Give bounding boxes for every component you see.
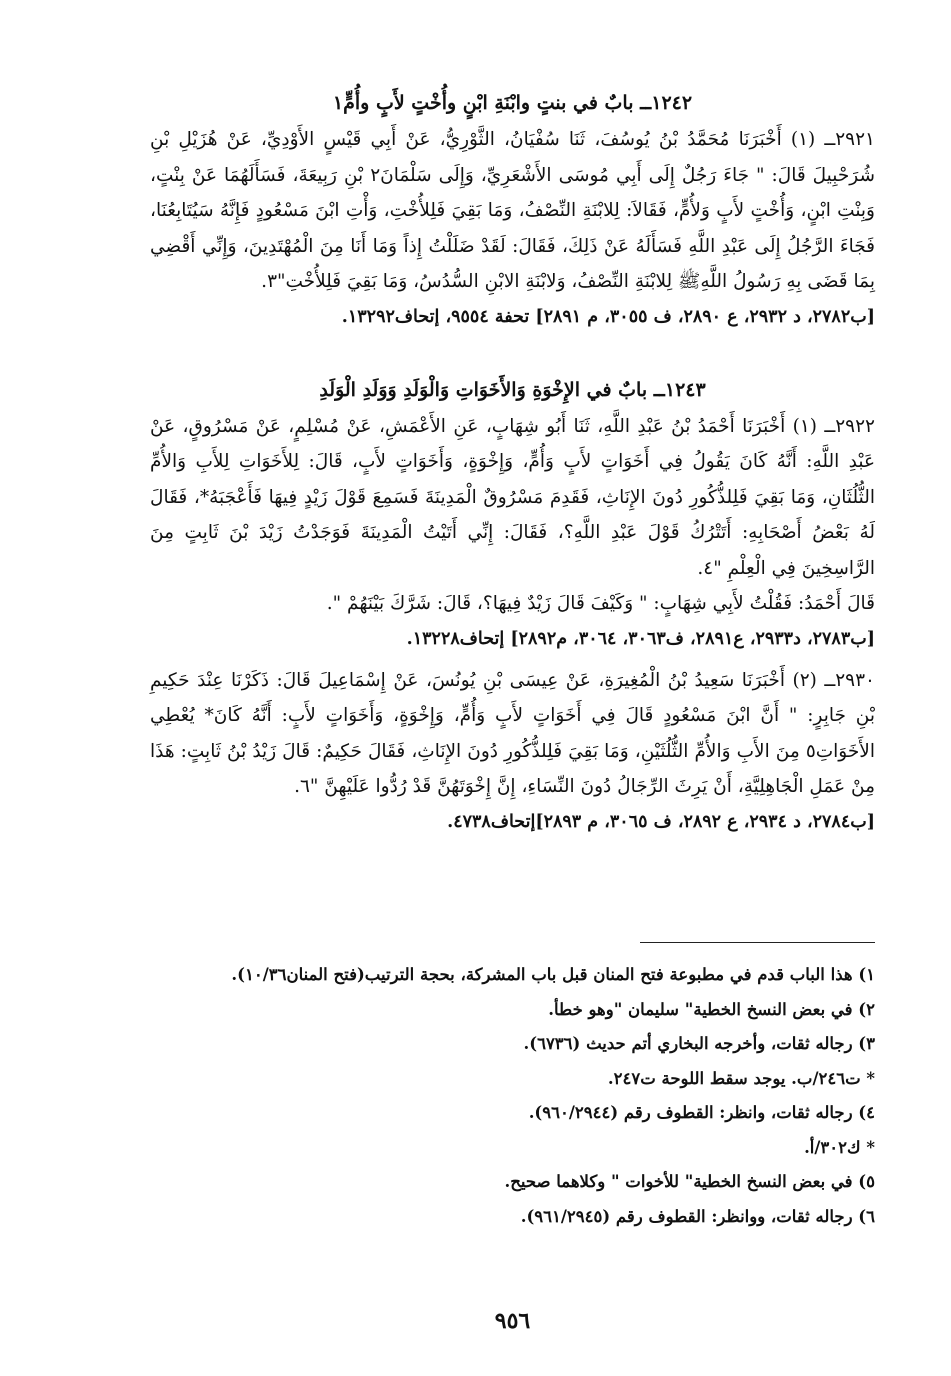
page-number: ٩٥٦: [494, 1308, 531, 1334]
document-page: [150, 80, 875, 1360]
footnote-divider: [640, 942, 875, 943]
hadith-2930-text: ٢٩٣٠ــ (٢) أَخْبَرَنَا سَعِيدُ بْنُ الْمُغِيرَةِ، عَنْ عِيسَى بْنِ يُونُسَ، عَنْ إِسْمَاعِيلَ قَالَ: ذَكَرْنَا عِنْدَ حَكِيمِ بْنِ جَابِرٍ: " أَنَّ ابْنَ مَسْعُودٍ قَالَ فِي أَخَوَاتٍ لأَبٍ وَأُمٍّ، وَإِخْوَةٍ، وَأَخَوَاتٍ لأَبٍ: أَنَّهُ كَانَ* يُعْطِي الأَخَوَاتِ٥ مِنَ الأَبِ وَالأُمِّ الثُّلُثَيْنِ، وَمَا بَقِيَ فَلِلذُّكُورِ دُونَ الإِنَاثِ، فَقَالَ حَكِيمٌ: قَالَ زَيْدُ بْنُ ثَابِتٍ: هَذَا مِنْ عَمَلِ الْجَاهِلِيَّةِ، أَنْ يَرِثَ الرِّجَالُ دُونَ النِّسَاءِ، إِنَّ إِخْوَتَهُنَّ قَدْ رُدُّوا عَلَيْهِنَّ "٦.: [150, 669, 875, 797]
footnote: ٤) رجاله ثقات، وانظر: القطوف رقم (٩٦٠/٢٩٤٤).: [528, 1103, 875, 1122]
footnote: ٦) رجاله ثقات، ووانظر: القطوف رقم (٩٦١/٢٩٤٥).: [520, 1206, 875, 1226]
footnote: * ك٣٠٢/أ.: [804, 1137, 875, 1157]
section-heading: ١٢٤٣ــ بابٌ في الإِخْوَةِ وَالأَخَوَاتِ وَالْوَلَدِ وَوَلَدِ الْوَلَدِ: [319, 378, 706, 401]
hadith-2930-references: [ب٢٧٨٤، د ٢٩٣٤، ع ٢٨٩٢، ف ٣٠٦٥، م ٢٨٩٣]إتحاف٤٧٣٨.: [447, 811, 875, 832]
footnotes: [150, 958, 875, 1234]
hadith-2922-note: قَالَ أَحْمَدُ: فَقُلْتُ لأَبِي شِهَابٍ: " وَكَيْفَ قَالَ زَيْدٌ فِيهَا؟، قَالَ: شَرَّكَ بَيْنَهُمْ ".: [326, 593, 875, 614]
footnote: ٥) في بعض النسخ الخطية" للأخوات " وكلاهما صحيح.: [504, 1172, 875, 1191]
footnote: * ت٢٤٦/ب. يوجد سقط اللوحة ت٢٤٧.: [607, 1068, 875, 1088]
footnote: ١) هذا الباب قدم في مطبوعة فتح المنان قبل باب المشركة، بحجة الترتيب(فتح المنان١٠/٣٦).: [231, 965, 875, 984]
section-spacer: [150, 341, 875, 367]
section-heading: ١٢٤٢ــ بابٌ في بنتٍ وابْنَةِ ابْنٍ وأُخْتٍ لأَبٍ وأُمٍّ١: [332, 92, 693, 114]
footnote: ٣) رجاله ثقات، وأخرجه البخاري أتم حديث (٦٧٣٦).: [523, 1034, 875, 1053]
hadith-2921-text: ٢٩٢١ــ (١) أَخْبَرَنَا مُحَمَّدُ بْنُ يُوسُفَ، ثَنَا سُفْيَانُ، الثَّوْرِيُّ، عَنْ أَبِي قَيْسٍ الأَوْدِيِّ، عَنْ هُزَيْلِ بْنِ شُرَحْبِيلَ قَالَ: " جَاءَ رَجُلٌ إِلَى أَبِي مُوسَى الأَشْعَرِيِّ، وَإِلَى سَلْمَانَ٢ بْنِ رَبِيعَةَ، فَسَأَلَهُمَا عَنْ بِنْتٍ، وَبِنْتِ ابْنٍ، وَأُخْتٍ لأَبٍ وَلأُمٍّ، فَقَالاَ: لِلابْنَةِ النِّصْفُ، وَمَا بَقِيَ فَلِلأُخْتِ، وَأْتِ ابْنَ مَسْعُودٍ فَإِنَّهُ سَيُتَابِعُنَا، فَجَاءَ الرَّجُلُ إِلَى عَبْدِ اللَّهِ فَسَأَلَهُ عَنْ ذَلِكَ، فَقَالَ: لَقَدْ ضَلَلْتُ إِذاً وَمَا أَنَا مِنَ الْمُهْتَدِينَ، وَإِنِّي أَقْضِي بِمَا قَضَى بِهِ رَسُولُ اللَّهِﷺ لِلابْنَةِ النِّصْفُ، وَلابْنَةِ الابْنِ السُّدُسُ، وَمَا بَقِيَ فَلِلأُخْتِ"٣.: [150, 129, 875, 292]
hadith-2921-references: [ب٢٧٨٢، د ٢٩٣٢، ع ٢٨٩٠، ف ٣٠٥٥، م ٢٨٩١] تحفة ٩٥٥٤، إتحاف١٣٢٩٢.: [341, 306, 875, 327]
section-1242: [150, 86, 875, 335]
hadith-2922-text: ٢٩٢٢ــ (١) أَخْبَرَنَا أَحْمَدُ بْنُ عَبْدِ اللَّهِ، ثَنَا أَبُو شِهَابٍ، عَنِ الأَعْمَشِ، عَنْ مُسْلِمٍ، عَنْ مَسْرُوقٍ، عَنْ عَبْدِ اللَّهِ: أَنَّهُ كَانَ يَقُولُ فِي أَخَوَاتٍ لأَبٍ وَأُمٍّ، وَإِخْوَةٍ، وَأَخَوَاتٍ لأَبٍ، قَالَ: لِلأَخَوَاتِ لِلأَبِ وَالأُمِّ الثُّلُثَانِ، وَمَا بَقِيَ فَلِلذُّكُورِ دُونَ الإِنَاثِ، فَقَدِمَ مَسْرُوقٌ الْمَدِينَةَ فَسَمِعَ قَوْلَ زَيْدٍ فِيهَا فَأَعْجَبَهُ*، فَقَالَ لَهُ بَعْضُ أَصْحَابِهِ: أَتَتْرُكُ قَوْلَ عَبْدِ اللَّهِ؟، فَقَالَ: إِنِّي أَتَيْتُ الْمَدِينَةَ فَوَجَدْتُ زَيْدَ بْنَ ثَابِتٍ مِنَ الرَّاسِخِينَ فِي الْعِلْمِ "٤.: [150, 415, 875, 579]
footnote: ٢) في بعض النسخ الخطية" سليمان "وهو خطأ.: [548, 999, 875, 1019]
hadith-2922-references: [ب٢٧٨٣، د٢٩٣٣، ع٢٨٩١، ف٣٠٦٣، ٣٠٦٤، م٢٨٩٢] إتحاف١٣٢٢٨.: [406, 628, 875, 649]
section-1243: [150, 373, 875, 840]
